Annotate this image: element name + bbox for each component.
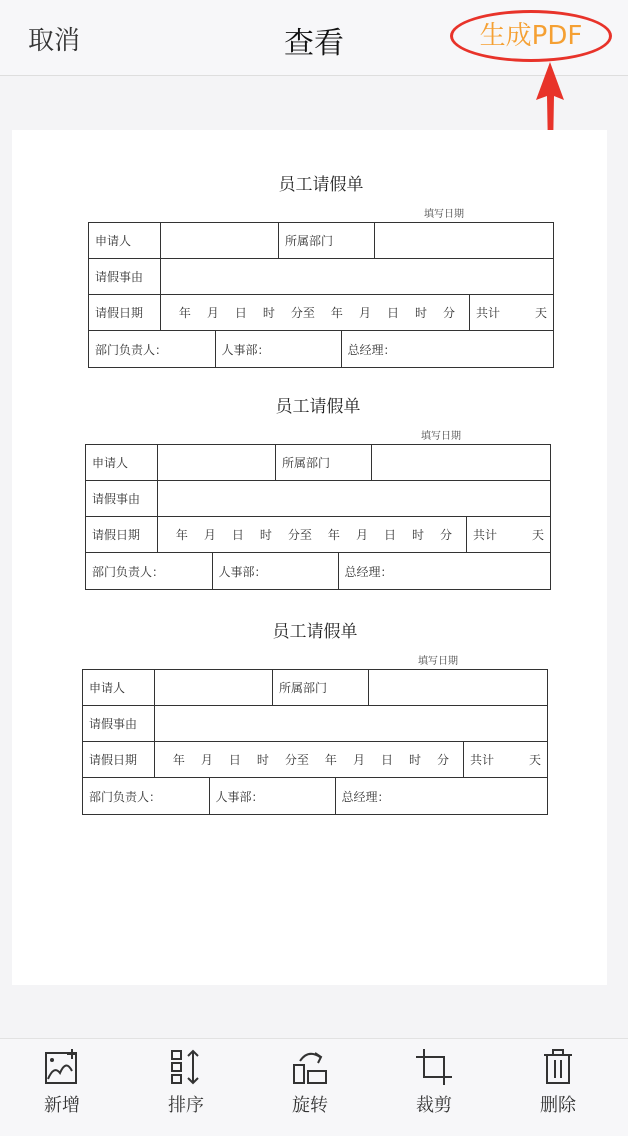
fill-date-label: 填写日期 [418,656,458,667]
dept-head-label: 部门负责人： [83,778,209,814]
reason-field [155,706,548,742]
leave-date-field [158,517,467,553]
reason-field [161,259,554,295]
crop-label: 裁剪 [416,1095,452,1116]
department-field [375,223,554,259]
date-part: 年 [172,753,185,767]
date-part: 时 [411,528,424,542]
reason-label: 请假事由 [86,481,158,517]
days-label: 天 [528,753,541,767]
rotate-label: 旋转 [292,1095,328,1116]
department-label: 所属部门 [273,670,369,706]
date-part: 月 [206,306,219,320]
department-label: 所属部门 [279,223,375,259]
dept-head-label: 部门负责人： [89,331,215,367]
leave-form-table [82,669,548,815]
date-part: 月 [358,306,371,320]
department-field [372,445,551,481]
gm-label: 总经理： [344,564,393,579]
trash-icon [538,1047,578,1087]
date-part: 时 [256,753,269,767]
applicant-field [161,223,279,259]
date-part: 日 [386,306,399,320]
form-title: 员工请假单 [272,622,358,642]
add-label: 新增 [44,1095,80,1116]
date-part: 日 [380,753,393,767]
page-title: 查看 [284,26,344,61]
leave-date-label: 请假日期 [86,517,158,553]
date-part: 年 [324,753,337,767]
date-part: 年 [178,306,191,320]
date-part: 日 [231,528,244,542]
applicant-field [155,670,273,706]
generate-pdf-button[interactable]: 生成PDF [450,10,612,62]
leave-form [88,170,554,368]
form-title: 员工请假单 [278,175,364,195]
date-part: 月 [355,528,368,542]
total-label: 共计 [473,528,498,542]
leave-form-table [85,444,551,590]
total-days [470,295,554,331]
leave-date-label: 请假日期 [89,295,161,331]
days-label: 天 [534,306,547,320]
total-label: 共计 [476,306,501,320]
reason-label: 请假事由 [83,706,155,742]
date-part: 日 [383,528,396,542]
department-label: 所属部门 [276,445,372,481]
add-image-icon [42,1047,82,1087]
date-part: 月 [352,753,365,767]
cancel-button[interactable]: 取消 [28,26,81,56]
sort-icon [166,1047,206,1087]
leave-date-label: 请假日期 [83,742,155,778]
reason-label: 请假事由 [89,259,161,295]
date-part: 分 [436,753,449,767]
delete-label: 删除 [540,1095,576,1116]
leave-form [82,617,548,815]
gm-label: 总经理： [341,789,390,804]
applicant-field [158,445,276,481]
date-part: 月 [200,753,213,767]
leave-form-table [88,222,554,368]
applicant-label: 申请人 [83,670,155,706]
date-part: 月 [203,528,216,542]
total-days [467,517,551,553]
bottom-toolbar [0,1038,628,1136]
rotate-icon [290,1047,330,1087]
applicant-label: 申请人 [86,445,158,481]
date-part: 分至 [290,306,315,320]
date-part: 时 [259,528,272,542]
hr-label: 人事部： [215,331,341,367]
date-part: 年 [175,528,188,542]
scanned-document-page[interactable] [12,130,607,985]
days-label: 天 [531,528,544,542]
date-part: 时 [262,306,275,320]
date-part: 年 [330,306,343,320]
sort-button[interactable] [146,1047,226,1117]
add-button[interactable] [22,1047,102,1117]
applicant-label: 申请人 [89,223,161,259]
rotate-button[interactable] [270,1047,350,1117]
leave-date-field [155,742,464,778]
date-part: 时 [414,306,427,320]
sort-label: 排序 [168,1095,204,1116]
date-part: 日 [228,753,241,767]
date-part: 分至 [284,753,309,767]
hr-label: 人事部： [212,553,338,589]
total-days [464,742,548,778]
gm-label: 总经理： [347,342,396,357]
date-part: 分至 [287,528,312,542]
delete-button[interactable] [518,1047,598,1117]
reason-field [158,481,551,517]
total-label: 共计 [470,753,495,767]
date-part: 时 [408,753,421,767]
department-field [369,670,548,706]
leave-date-field [161,295,470,331]
crop-button[interactable] [394,1047,474,1117]
leave-form [85,392,551,590]
date-part: 年 [327,528,340,542]
dept-head-label: 部门负责人： [86,553,212,589]
hr-label: 人事部： [209,778,335,814]
fill-date-label: 填写日期 [421,431,461,442]
date-part: 分 [439,528,452,542]
form-title: 员工请假单 [275,397,361,417]
date-part: 日 [234,306,247,320]
crop-icon [414,1047,454,1087]
date-part: 分 [442,306,455,320]
fill-date-label: 填写日期 [424,209,464,220]
